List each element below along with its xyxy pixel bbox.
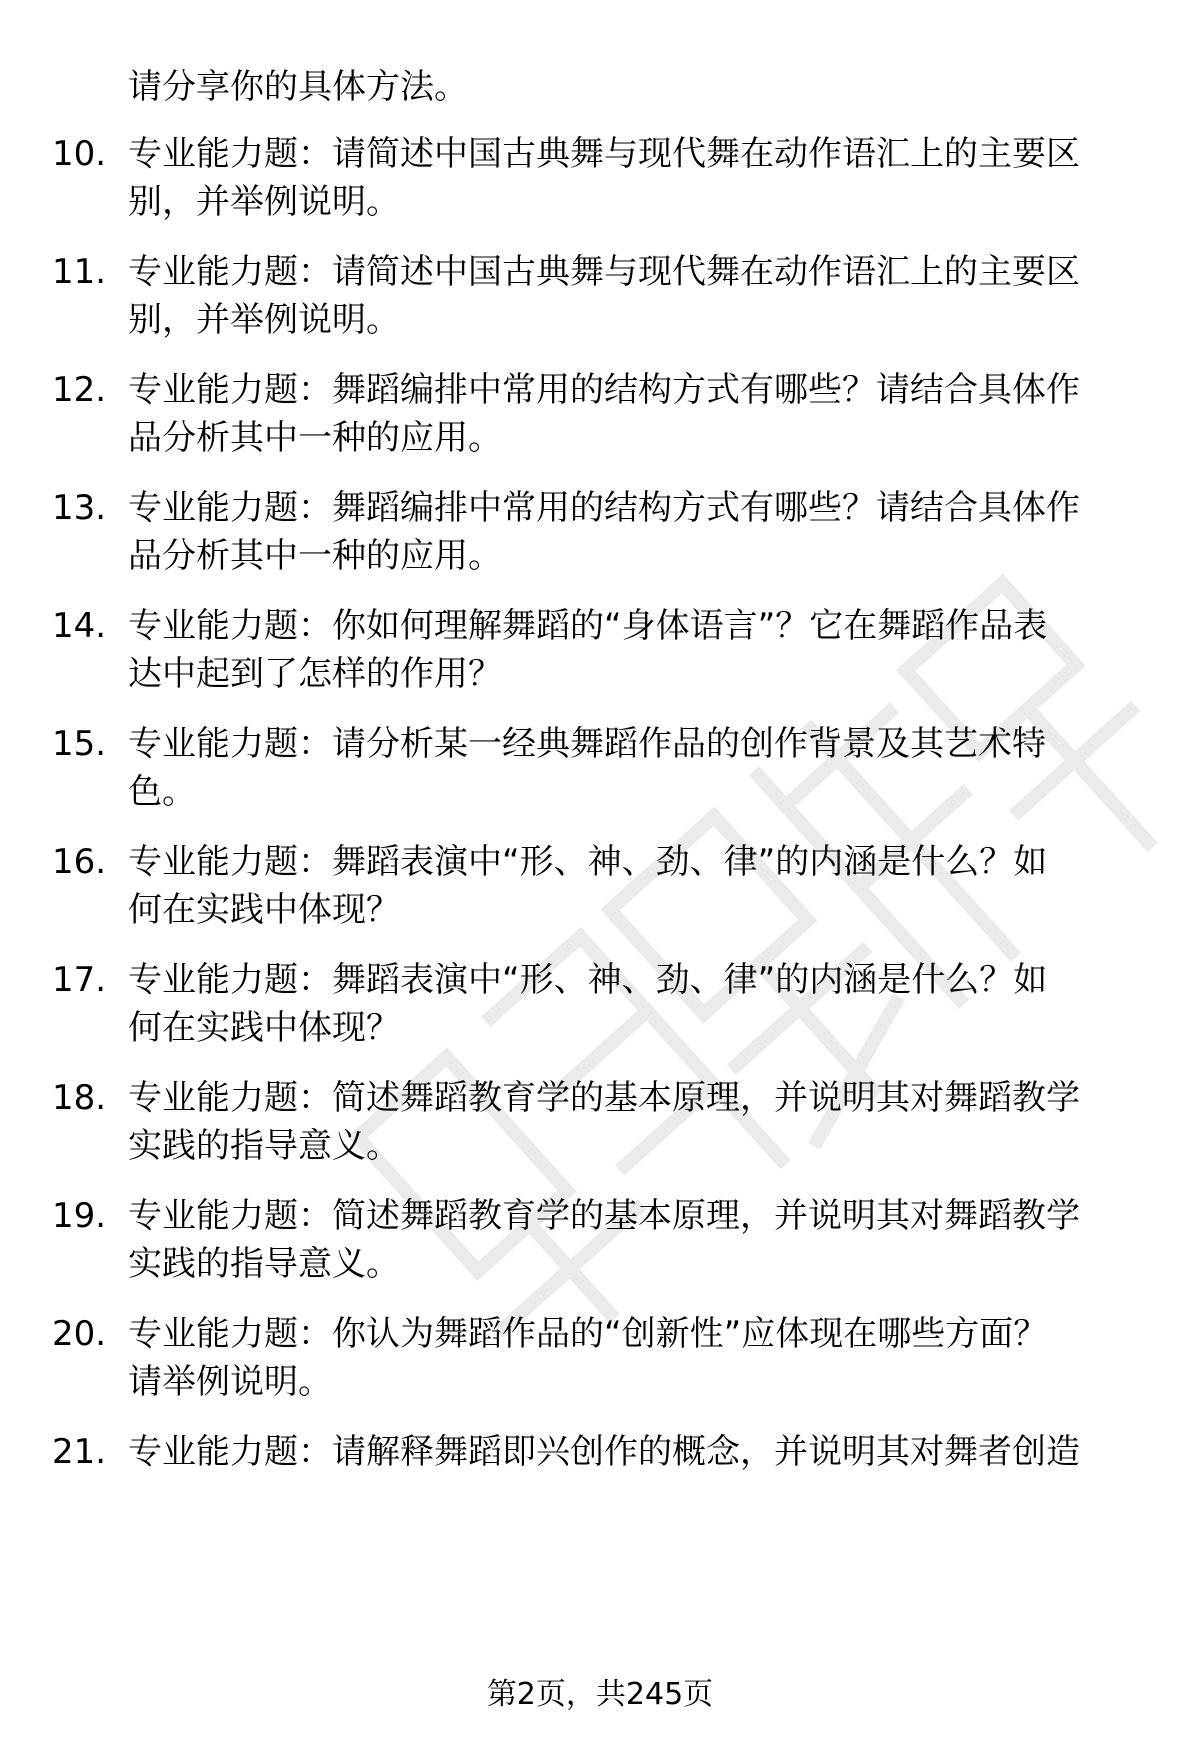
question-text — [128, 248, 1138, 344]
question-number: 16. — [52, 842, 107, 882]
page-footer: 第2页，共245页 — [486, 1677, 714, 1712]
question-text-line: 实践的指导意义。 — [128, 1244, 400, 1284]
question-text-line: 专业能力题：请解释舞蹈即兴创作的概念，并说明其对舞者创造 — [128, 1432, 1080, 1472]
question-number: 13. — [52, 488, 107, 528]
question-number: 19. — [52, 1196, 107, 1236]
question-text — [128, 720, 1138, 816]
lead-paragraph: 请分享你的具体方法。 — [128, 67, 468, 107]
question-text-line: 别，并举例说明。 — [128, 300, 400, 340]
question-text — [128, 956, 1138, 1052]
question-number: 17. — [52, 960, 107, 1000]
question-text — [128, 1074, 1138, 1170]
question-number: 11. — [52, 252, 107, 292]
question-text — [128, 602, 1138, 698]
question-text-line: 专业能力题：简述舞蹈教育学的基本原理，并说明其对舞蹈教学 — [128, 1078, 1080, 1118]
question-text — [128, 838, 1138, 934]
question-text-line: 专业能力题：舞蹈编排中常用的结构方式有哪些？请结合具体作 — [128, 488, 1080, 528]
question-number: 15. — [52, 724, 107, 764]
question-text-line: 专业能力题：请简述中国古典舞与现代舞在动作语汇上的主要区 — [128, 134, 1080, 174]
question-number: 14. — [52, 606, 107, 646]
question-text-line: 色。 — [128, 772, 196, 812]
question-text — [128, 1192, 1138, 1288]
question-text-line: 请举例说明。 — [128, 1362, 332, 1402]
question-text-line: 达中起到了怎样的作用？ — [128, 654, 502, 694]
question-text — [128, 1310, 1138, 1406]
question-text-line: 专业能力题：你如何理解舞蹈的“身体语言”？它在舞蹈作品表 — [128, 606, 1048, 646]
question-number: 12. — [52, 370, 107, 410]
question-text-line: 专业能力题：请简述中国古典舞与现代舞在动作语汇上的主要区 — [128, 252, 1080, 292]
question-text-line: 品分析其中一种的应用。 — [128, 418, 502, 458]
question-text-line: 别，并举例说明。 — [128, 182, 400, 222]
question-text-line: 专业能力题：舞蹈编排中常用的结构方式有哪些？请结合具体作 — [128, 370, 1080, 410]
question-text-line: 专业能力题：你认为舞蹈作品的“创新性”应体现在哪些方面？ — [128, 1314, 1048, 1354]
question-number: 18. — [52, 1078, 107, 1118]
question-number: 20. — [52, 1314, 107, 1354]
question-text-line: 专业能力题：舞蹈表演中“形、神、劲、律”的内涵是什么？如 — [128, 960, 1048, 1000]
question-text-line: 专业能力题：请分析某一经典舞蹈作品的创作背景及其艺术特 — [128, 724, 1046, 764]
question-number: 10. — [52, 134, 107, 174]
question-text — [128, 484, 1138, 580]
question-text — [128, 1428, 1138, 1476]
question-number: 21. — [52, 1432, 107, 1472]
question-text-line: 专业能力题：舞蹈表演中“形、神、劲、律”的内涵是什么？如 — [128, 842, 1048, 882]
question-text-line: 品分析其中一种的应用。 — [128, 536, 502, 576]
question-text — [128, 366, 1138, 462]
question-text-line: 何在实践中体现？ — [128, 1008, 400, 1048]
question-text — [128, 130, 1138, 226]
question-text-line: 何在实践中体现？ — [128, 890, 400, 930]
question-text-line: 实践的指导意义。 — [128, 1126, 400, 1166]
question-text-line: 专业能力题：简述舞蹈教育学的基本原理，并说明其对舞蹈教学 — [128, 1196, 1080, 1236]
